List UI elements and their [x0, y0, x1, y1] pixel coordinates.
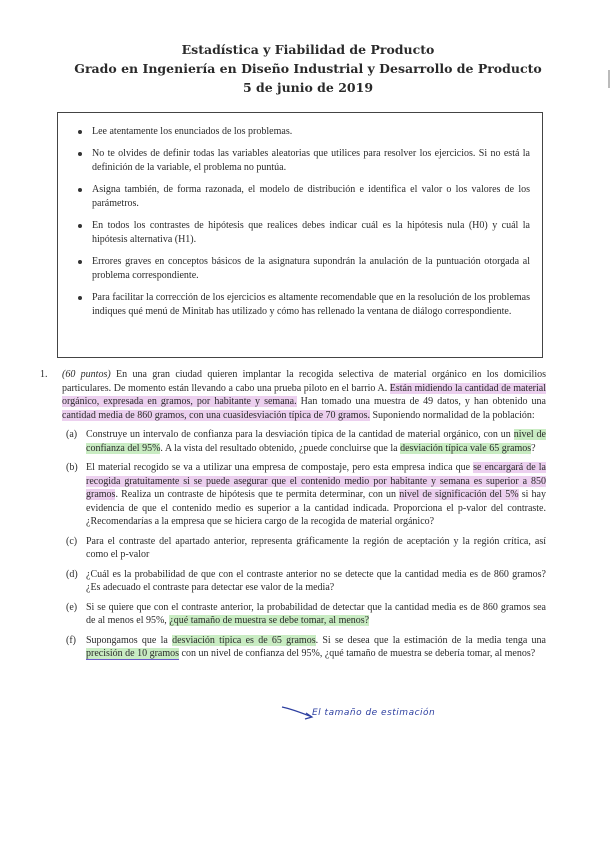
part-text: . Realiza un contraste de hipótesis que te permita determinar, con un	[115, 489, 400, 500]
part-b	[66, 461, 546, 529]
intro-text: Suponiendo normalidad de la población:	[369, 409, 535, 421]
part-text: ?	[531, 442, 536, 454]
problem-1	[40, 368, 546, 667]
problem-statement	[40, 368, 546, 422]
part-highlight: se encargará de la recogida gratuitamente si se puede asegurar que el contenido medio por habitante y semana es superior a 850 gramos	[86, 462, 546, 500]
part-d	[66, 568, 546, 595]
part-text: . Si se desea que la estimación de la media tenga una	[315, 634, 546, 646]
intro-text: En una gran ciudad quieren implantar la recogida selectiva de material orgánico en los domicilios particulares. De momento están llevando a cabo una prueba piloto en el barrio A.	[62, 369, 546, 394]
part-c	[66, 535, 546, 562]
part-label: (b)	[66, 462, 78, 473]
problem-parts	[66, 428, 546, 661]
instructions-box	[57, 112, 543, 358]
problem-number: 1.	[40, 369, 48, 380]
exam-header	[0, 40, 616, 97]
intro-highlight: cantidad media de 860 gramos, con una cuasidesviación típica de 70 gramos.	[62, 409, 370, 421]
part-text: Para el contraste del apartado anterior, representa gráficamente la región de aceptación y la región crítica, así como el p-valor	[86, 535, 546, 560]
part-highlight: precisión de 10 gramos	[86, 648, 180, 659]
exam-date: 5 de junio de 2019	[242, 80, 374, 95]
part-label: (f)	[66, 634, 76, 646]
part-f	[66, 634, 546, 661]
course-title: Estadística y Fiabilidad de Producto	[181, 42, 435, 57]
instruction-item: Asigna también, de forma razonada, el modelo de distribución e identifica el valor o los valores de los parámetros.	[92, 184, 530, 209]
part-highlight: desviación típica es de 65 gramos	[172, 634, 316, 646]
part-label: (e)	[66, 601, 78, 613]
part-highlight: nivel de confianza del 95%	[86, 429, 546, 454]
part-label: (a)	[66, 429, 78, 440]
part-text: con un nivel de confianza del 95%, ¿qué tamaño de muestra se debería tomar, al menos?	[179, 648, 536, 659]
problem-points: (60 puntos)	[62, 369, 111, 380]
part-highlight: nivel de significación del 5%	[399, 489, 519, 500]
instruction-item: Lee atentamente los enunciados de los problemas.	[92, 125, 530, 139]
instruction-item: No te olvides de definir todas las variables aleatorias que utilices para resolver los ejercicios. Si no está la definición de la variable, el problema no puntúa.	[92, 148, 530, 173]
part-text: Si se quiere que con el contraste anterior, la probabilidad de detectar que la cantidad media es de 860 gramos sea de al menos el 95%,	[86, 601, 546, 626]
intro-highlight: Están midiendo la cantidad de material orgánico, expresada en gramos, por habitante y semana.	[62, 382, 546, 407]
instruction-item: Errores graves en conceptos básicos de la asignatura supondrán la anulación de la puntuación otorgada al problema correspondiente.	[92, 256, 530, 281]
handwritten-arrow-icon	[280, 703, 316, 723]
part-text: si hay evidencia de que el contenido medio es superior a la cantidad indicada. Proporciona el p-valor del contraste. ¿Recomendarías a la empresa que se hiciera cargo de la recogida de material orgánico?	[86, 489, 546, 527]
part-text: El material recogido se va a utilizar una empresa de compostaje, pero esta empresa indica que	[86, 462, 474, 473]
part-e	[66, 601, 546, 628]
part-text: Supongamos que la	[86, 634, 173, 646]
instructions-list	[70, 125, 530, 319]
handwritten-note: El tamaño de estimación	[312, 708, 436, 718]
part-text: . A la vista del resultado obtenido, ¿puede concluirse que la	[160, 442, 401, 454]
intro-text: Han tomado una muestra de 49 datos, y han obtenido una	[296, 396, 546, 407]
part-text: ¿Cuál es la probabilidad de que con el contraste anterior no se detecte que la cantidad media es de 860 gramos? ¿Es adecuado el contraste para detectar ese valor de la media?	[86, 568, 546, 593]
part-highlight: desviación típica vale 65 gramos	[400, 442, 532, 454]
part-highlight: ¿qué tamaño de muestra se debe tomar, al menos?	[169, 615, 370, 626]
part-a	[66, 428, 546, 455]
part-label: (c)	[66, 535, 78, 547]
degree-title: Grado en Ingeniería en Diseño Industrial y Desarrollo de Producto	[74, 61, 542, 76]
part-text: Construye un intervalo de confianza para la desviación típica de la cantidad de material orgánico, con un	[86, 429, 514, 440]
instruction-item: Para facilitar la corrección de los ejercicios es altamente recomendable que en la resolución de los problemas indiques qué menú de Minitab has utilizado y cómo has rellenado la ventana de diálogo correspondiente.	[92, 292, 530, 317]
instruction-item: En todos los contrastes de hipótesis que realices debes indicar cuál es la hipótesis nula (H0) y cuál la hipótesis alternativa (H1).	[92, 220, 530, 245]
part-label: (d)	[66, 568, 78, 580]
